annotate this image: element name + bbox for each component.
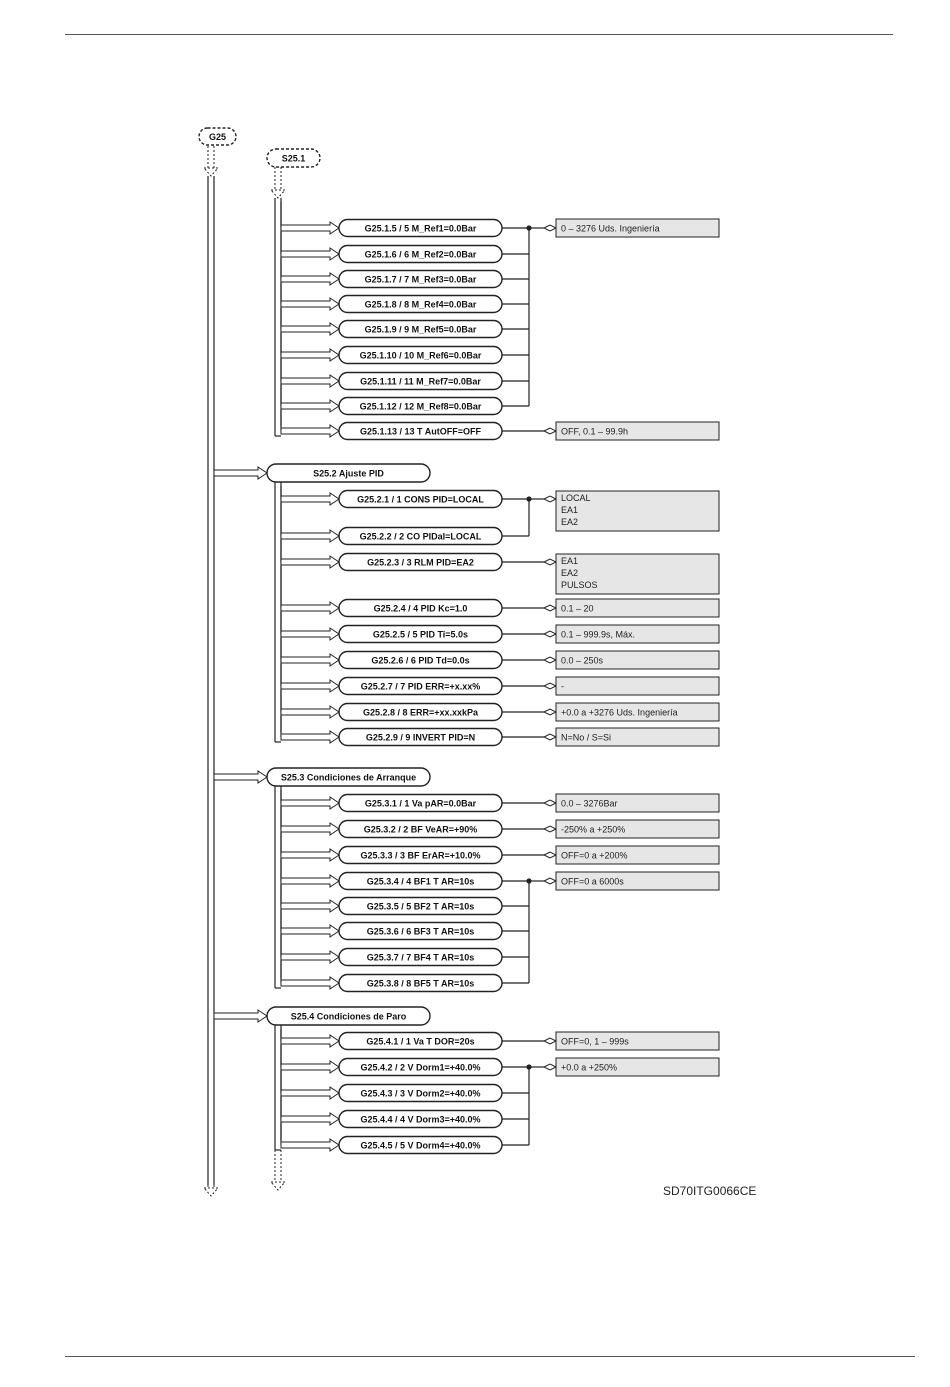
info-box [556, 820, 719, 838]
menu-item-label: G25.1.10 / 10 M_Ref6=0.0Bar [359, 350, 482, 361]
arrow-right-icon [281, 797, 339, 809]
info-box [556, 599, 719, 617]
arrow-right-icon [281, 400, 339, 412]
menu-item-label: G25.1.7 / 7 M_Ref3=0.0Bar [364, 274, 477, 285]
menu-item-label: G25.1.8 / 8 M_Ref4=0.0Bar [364, 299, 477, 310]
info-line: +0.0 a +3276 Uds. Ingeniería [561, 707, 678, 718]
menu-item [339, 704, 502, 721]
arrow-right-icon [281, 680, 339, 692]
menu-nodes [199, 128, 719, 1154]
menu-item-label: G25.3.4 / 4 BF1 T AR=10s [366, 876, 475, 887]
info-line: PULSOS [561, 580, 598, 590]
root-node-g25-label: G25 [208, 132, 227, 142]
menu-item [339, 949, 502, 966]
menu-item [339, 975, 502, 992]
menu-item-label: G25.4.1 / 1 Va T DOR=20s [366, 1036, 475, 1047]
menu-item [339, 1111, 502, 1128]
info-box [556, 1032, 719, 1050]
info-line: 0.1 – 999.9s, Máx. [561, 629, 636, 640]
arrow-right-icon [281, 900, 339, 912]
info-line: LOCAL [561, 493, 591, 503]
link-diamond-icon [544, 734, 556, 740]
info-box [556, 625, 719, 643]
menu-item [339, 373, 502, 390]
link-diamond-icon [544, 1038, 556, 1044]
menu-item [339, 923, 502, 940]
menu-item [339, 1137, 502, 1154]
link-diamond-icon [544, 428, 556, 434]
arrow-right-icon [281, 556, 339, 568]
info-box [556, 677, 719, 695]
arrow-right-icon [281, 849, 339, 861]
menu-item-label: G25.1.9 / 9 M_Ref5=0.0Bar [364, 324, 477, 335]
menu-item-label: G25.2.7 / 7 PID ERR=+x.xx% [360, 681, 481, 692]
menu-item [339, 1059, 502, 1076]
menu-item [339, 873, 502, 890]
link-diamond-icon [544, 225, 556, 231]
info-line: 0.1 – 20 [561, 603, 594, 614]
menu-item [339, 220, 502, 237]
arrow-right-icon [281, 222, 339, 234]
menu-item [339, 678, 502, 695]
section-header-s1-label: S25.1 [281, 153, 306, 164]
section-header-s1 [267, 149, 320, 167]
menu-item-label: G25.3.2 / 2 BF VeAR=+90% [363, 824, 478, 835]
menu-item [339, 491, 502, 508]
info-line: OFF=0, 1 – 999s [561, 1036, 629, 1047]
arrow-right-icon [281, 925, 339, 937]
menu-item [339, 626, 502, 643]
arrow-right-icon [281, 731, 339, 743]
info-box [556, 703, 719, 721]
info-box [556, 219, 719, 237]
menu-item [339, 821, 502, 838]
arrow-down-icon [204, 168, 218, 176]
menu-item [339, 528, 502, 545]
figure-code: SD70ITG0066CE [663, 1184, 757, 1198]
menu-item [339, 296, 502, 313]
info-line: EA1 [561, 556, 579, 566]
menu-item [339, 1085, 502, 1102]
info-line: EA2 [561, 517, 579, 527]
menu-item [339, 554, 502, 571]
arrow-right-icon [281, 530, 339, 542]
menu-item-label: G25.2.8 / 8 ERR=+xx.xxkPa [362, 707, 479, 718]
menu-item [339, 847, 502, 864]
arrow-right-icon [281, 298, 339, 310]
arrow-down-icon [271, 1182, 285, 1190]
menu-item-label: G25.1.12 / 12 M_Ref8=0.0Bar [359, 401, 482, 412]
section-header-s4-label: S25.4 Condiciones de Paro [290, 1011, 407, 1022]
menu-item [339, 652, 502, 669]
menu-item-label: G25.3.8 / 8 BF5 T AR=10s [366, 978, 475, 989]
menu-item-label: G25.3.1 / 1 Va pAR=0.0Bar [364, 798, 477, 809]
info-line: -250% a +250% [561, 824, 626, 835]
info-line: 0.0 – 3276Bar [561, 798, 618, 809]
link-diamond-icon [544, 559, 556, 565]
menu-item-label: G25.2.3 / 3 RLM PID=EA2 [367, 557, 474, 568]
menu-item-label: G25.4.2 / 2 V Dorm1=+40.0% [360, 1062, 481, 1073]
menu-item-label: G25.4.5 / 5 V Dorm4=+40.0% [360, 1140, 481, 1151]
info-box [556, 491, 719, 531]
link-diamond-icon [544, 496, 556, 502]
arrow-right-icon [281, 875, 339, 887]
info-line: 0 – 3276 Uds. Ingeniería [561, 223, 660, 234]
arrow-right-icon [281, 1061, 339, 1073]
link-diamond-icon [544, 657, 556, 663]
section-header-s4 [267, 1007, 430, 1025]
info-box [556, 794, 719, 812]
arrow-right-icon [214, 1010, 267, 1022]
section-header-s2-label: S25.2 Ajuste PID [313, 468, 384, 479]
menu-item [339, 423, 502, 440]
info-line: OFF=0 a 6000s [561, 876, 624, 887]
section-header-s3 [267, 768, 430, 786]
link-diamond-icon [544, 878, 556, 884]
arrow-right-icon [281, 951, 339, 963]
arrow-right-icon [281, 1139, 339, 1151]
menu-item-label: G25.3.5 / 5 BF2 T AR=10s [366, 901, 475, 912]
arrow-right-icon [281, 273, 339, 285]
arrow-right-icon [281, 628, 339, 640]
menu-item [339, 398, 502, 415]
menu-item-label: G25.3.6 / 6 BF3 T AR=10s [366, 926, 475, 937]
arrow-right-icon [281, 493, 339, 505]
menu-item-label: G25.2.4 / 4 PID Kc=1.0 [373, 603, 468, 614]
menu-item-label: G25.2.2 / 2 CO PIDal=LOCAL [359, 531, 482, 542]
link-diamond-icon [544, 1064, 556, 1070]
info-line: EA1 [561, 505, 579, 515]
info-box-shape [556, 677, 719, 695]
menu-item [339, 271, 502, 288]
arrow-right-icon [281, 323, 339, 335]
info-box [556, 554, 719, 594]
menu-item-label: G25.4.4 / 4 V Dorm3=+40.0% [360, 1114, 481, 1125]
arrow-right-icon [281, 977, 339, 989]
arrow-right-icon [281, 823, 339, 835]
arrow-right-icon [281, 1087, 339, 1099]
menu-item-label: G25.2.9 / 9 INVERT PID=N [365, 732, 476, 743]
info-box [556, 1058, 719, 1076]
menu-item-label: G25.2.5 / 5 PID Ti=5.0s [372, 629, 469, 640]
info-line: - [561, 681, 564, 692]
menu-item-label: G25.1.13 / 13 T AutOFF=OFF [360, 426, 481, 437]
menu-item-label: G25.2.6 / 6 PID Td=0.0s [371, 655, 470, 666]
arrow-right-icon [281, 1035, 339, 1047]
menu-item [339, 600, 502, 617]
info-line: +0.0 a +250% [561, 1062, 618, 1073]
menu-item [339, 347, 502, 364]
link-diamond-icon [544, 683, 556, 689]
arrow-down-icon [271, 190, 285, 198]
arrow-right-icon [281, 349, 339, 361]
arrow-right-icon [281, 425, 339, 437]
link-diamond-icon [544, 826, 556, 832]
arrow-right-icon [281, 602, 339, 614]
link-diamond-icon [544, 709, 556, 715]
arrow-down-icon [204, 1188, 218, 1196]
arrow-right-icon [281, 654, 339, 666]
info-box [556, 422, 719, 440]
info-line: OFF, 0.1 – 99.9h [561, 426, 629, 437]
menu-item [339, 795, 502, 812]
menu-item [339, 898, 502, 915]
link-diamond-icon [544, 852, 556, 858]
section-header-s2 [267, 464, 430, 482]
info-box [556, 846, 719, 864]
link-diamond-icon [544, 631, 556, 637]
arrow-right-icon [281, 375, 339, 387]
menu-item-label: G25.1.11 / 11 M_Ref7=0.0Bar [360, 376, 481, 387]
link-diamond-icon [544, 800, 556, 806]
arrow-right-icon [281, 248, 339, 260]
menu-item [339, 246, 502, 263]
menu-item-label: G25.2.1 / 1 CONS PID=LOCAL [357, 494, 484, 505]
menu-item [339, 1033, 502, 1050]
arrow-right-icon [214, 467, 267, 479]
menu-item-label: G25.1.5 / 5 M_Ref1=0.0Bar [364, 223, 477, 234]
menu-item [339, 321, 502, 338]
section-header-s3-label: S25.3 Condiciones de Arranque [280, 772, 417, 783]
menu-item-label: G25.3.3 / 3 BF ErAR=+10.0% [360, 850, 481, 861]
menu-item-label: G25.1.6 / 6 M_Ref2=0.0Bar [364, 249, 477, 260]
info-box [556, 872, 719, 890]
info-line: 0.0 – 250s [561, 655, 604, 666]
info-line: N=No / S=Si [561, 732, 612, 743]
root-node-g25 [199, 128, 236, 145]
arrow-right-icon [281, 1113, 339, 1125]
info-line: EA2 [561, 568, 579, 578]
info-box [556, 728, 719, 746]
menu-item [339, 729, 502, 746]
arrow-right-icon [281, 706, 339, 718]
info-line: OFF=0 a +200% [561, 850, 628, 861]
menu-item-label: G25.3.7 / 7 BF4 T AR=10s [366, 952, 475, 963]
menu-item-label: G25.4.3 / 3 V Dorm2=+40.0% [360, 1088, 481, 1099]
link-diamond-icon [544, 605, 556, 611]
info-box [556, 651, 719, 669]
arrow-right-icon [214, 771, 267, 783]
